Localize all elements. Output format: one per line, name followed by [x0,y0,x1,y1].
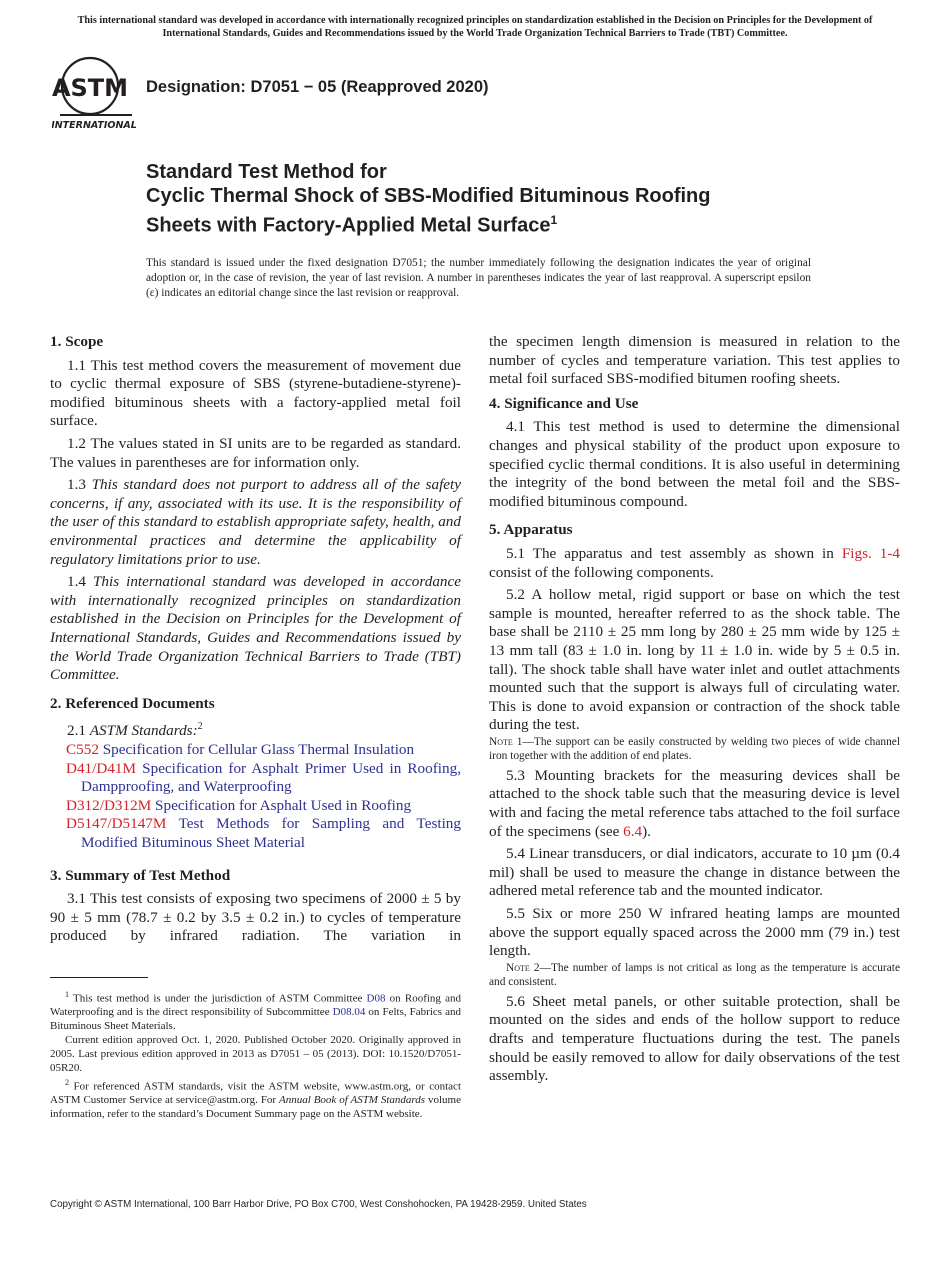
subcommittee-d08-04-link[interactable]: D08.04 [332,1006,366,1019]
para-5-1 [489,545,900,582]
svg-text:INTERNATIONAL: INTERNATIONAL [52,120,136,131]
fn2-text-end: volume information, refer to the standard’s Document Summary page on the ASTM website. [50,1094,461,1121]
para-5-3 [489,767,900,841]
para-5-3-text: 5.3 Mounting brackets for the measuring devices shall be attached to the shock table such that the measuring device is level with and facing the metal reference tabs attached to the foil surface of the specimens (see [489,766,900,840]
fn1-text-end: on Felts, Fabrics and Bituminous Sheet Materials. [50,1006,461,1032]
wto-notice: This international standard was developed in accordance with internationally recognized principles on standardization established in the Decision on Principles for the Development of International Standards, Guides and Recommendations issued by the World Trade Organization Technical Barriers to Trade (TBT) Committee. [77,15,873,39]
ref-title[interactable]: Specification for Cellular Glass Thermal Insulation [102,740,415,758]
para-5-3-text-end: ). [642,822,651,840]
note-2-label: Note 2 [506,961,540,974]
issuance-statement: This standard is issued under the fixed designation D7051; the number immediately following the designation indicates the year of original adoption or, in the case of revision, the year of last revision. A number in parentheses indicates the year of last reapproval. A superscript epsilon (ε) indicates an editorial change since the last revision or reapproval. [146,257,811,299]
astm-logo-icon [52,56,136,132]
ref-code[interactable]: D41/D41M [66,759,137,777]
ref-item[interactable] [50,760,461,797]
copyright-footer: Copyright © ASTM International, 100 Barr Harbor Drive, PO Box C700, West Conshohocken, PA 19428-2959. United States [50,1199,587,1210]
para-5-1-text: 5.1 The apparatus and test assembly as shown in [506,544,842,562]
ref-code[interactable]: D5147/D5147M [66,815,167,833]
title-line-3-text: Sheets with Factory-Applied Metal Surface [146,214,551,237]
para-5-1-text-end: consist of the following components. [489,563,714,581]
ref-title[interactable]: Test Methods for Sampling and Testing Modified Bituminous Sheet Material [81,815,461,851]
para-1-3 [50,476,461,569]
note-1-label: Note 1 [489,735,523,748]
note-2 [489,961,900,989]
fn1-text: This test method is under the jurisdiction of ASTM Committee [69,992,367,1005]
fn1-text-mid: on Roofing and Waterproofing and is the direct responsibility of Subcommittee [50,992,461,1019]
ref-title[interactable]: Specification for Asphalt Primer Used in Roofing, Dampproofing, and Waterproofing [81,759,461,796]
para-3-1-continued: the specimen length dimension is measured in relation to the number of cycles and temperature variation. This test applies to metal foil surfaced SBS-modified bitumen roofing sheets. [489,333,900,388]
designation: Designation: D7051 − 05 (Reapproved 2020) [146,78,489,96]
left-column [50,333,461,950]
title-line-3 [146,208,846,238]
para-1-3-text: This standard does not purport to address all of the safety concerns, if any, associated with its use. It is the responsibility of the user of this standard to establish appropriate safety, health, and environmental practices and determine the applicability of regulatory limitations prior to use. [50,476,462,568]
para-1-4 [50,573,461,685]
para-3-1: 3.1 This test consists of exposing two specimens of 2000 ± 5 by 90 ± 5 mm (78.7 ± 0.2 by 3.5 ± 0.2 in.) to cycles of temperature produced by infrared radiation. The variation in [50,890,461,945]
section-6-4-link[interactable]: 6.4 [623,822,643,840]
right-column [489,333,900,1090]
para-5-4: 5.4 Linear transducers, or dial indicators, accurate to 10 µm (0.4 mil) shall be used to measure the change in distance between the adhered metal reference tab and the mounted indicator. [489,845,900,900]
fn1-mark: 1 [65,990,69,999]
ref-item[interactable] [50,741,461,760]
fn2-text: For referenced ASTM standards, visit the ASTM website, www.astm.org, or contact ASTM Customer Service at service@astm.org. For [50,1080,461,1107]
footnote-rule [50,977,148,978]
section-4-heading: 4. Significance and Use [489,394,639,412]
astm-standards-label: ASTM Standards: [89,722,198,740]
para-1-4-num: 1.4 [67,573,86,591]
figs-1-4-link[interactable]: Figs. 1-4 [841,544,900,562]
section-3-heading: 3. Summary of Test Method [50,866,231,884]
footnotes [50,988,461,1123]
ref-code[interactable]: D312/D312M [66,796,152,814]
footnote-1 [50,988,461,1033]
section-5-heading: 5. Apparatus [489,521,573,539]
fn2-mark: 2 [65,1078,69,1088]
note-2-text: —The number of lamps is not critical as long as the temperature is accurate and consistent. [489,961,900,988]
para-4-1: 4.1 This test method is used to determine the dimensional changes and physical stability of the product upon exposure to specified cyclic thermal conditions. It is also useful in determining the integrity of the bond between the metal foil and the SBS-modified bituminous compound. [489,418,900,510]
ref-code[interactable]: C552 [66,740,99,758]
footnote-2-ref: 2 [197,721,203,733]
fn2-book-title: Annual Book of ASTM Standards [279,1094,426,1107]
ref-item[interactable] [50,815,461,852]
footnote-2 [50,1076,461,1121]
para-5-2: 5.2 A hollow metal, rigid support or base on which the test sample is mounted, hereafter referred to as the shock table. The base shall be 2110 ± 25 mm long by 280 ± 25 mm wide by 125 ± 13 mm tall (83 ± 1.0 in. long by 11 ± 1.0 in. wide by 5 ± 0.5 in. tall). The shock table shall have water inlet and outlet attachments mounted such that the support is always full of circulating water. This is done to avoid expansion or contraction of the shock table during the test. [489,586,900,734]
document-title [146,160,846,238]
svg-text:ASTM: ASTM [52,74,129,102]
title-line-1: Standard Test Method for [146,161,387,183]
note-1-text: —The support can be easily constructed by welding two pieces of wide channel iron together with the addition of end plates. [489,735,900,762]
para-2-1 [50,718,461,741]
ref-item[interactable] [50,797,461,816]
committee-d08-link[interactable]: D08 [366,992,386,1005]
title-line-2: Cyclic Thermal Shock of SBS-Modified Bituminous Roofing [146,185,711,207]
section-1-heading: 1. Scope [50,333,104,350]
astm-logo [52,56,136,132]
title-footnote-mark: 1 [550,213,558,227]
para-5-5: 5.5 Six or more 250 W infrared heating lamps are mounted above the support equally spaced across the 2000 mm (79 in.) test length. [489,905,900,960]
para-5-6: 5.6 Sheet metal panels, or other suitable protection, shall be mounted on the sides and ends of the hollow support to reduce drafts and temperature fluctuations during the test. The panels should be easily removed to allow for daily observations of the test assembly. [489,992,900,1085]
para-2-1-num: 2.1 [67,722,86,740]
edition-note: Current edition approved Oct. 1, 2020. Published October 2020. Originally approved in 2005. Last previous edition approved in 2013 as D7051 – 05 (2013). DOI: 10.1520/D7051-05R20. [50,1034,461,1074]
section-2-heading: 2. Referenced Documents [50,694,215,712]
note-1 [489,735,900,763]
para-1-4-text: This international standard was developed in accordance with internationally recognized principles on standardization established in the Decision on Principles for the Development of International Standards, Guides and Recommendations issued by the World Trade Organization Technical Barriers to Trade (TBT) Committee. [50,573,462,684]
ref-title[interactable]: Specification for Asphalt Used in Roofing [155,796,412,814]
para-1-2: 1.2 The values stated in SI units are to be regarded as standard. The values in parentheses are for information only. [50,434,461,471]
para-1-1: 1.1 This test method covers the measurement of movement due to cyclic thermal exposure of SBS (styrene-butadiene-styrene)-modified bituminous sheets with a factory-applied metal foil surface. [50,356,461,430]
para-1-3-num: 1.3 [67,476,86,494]
